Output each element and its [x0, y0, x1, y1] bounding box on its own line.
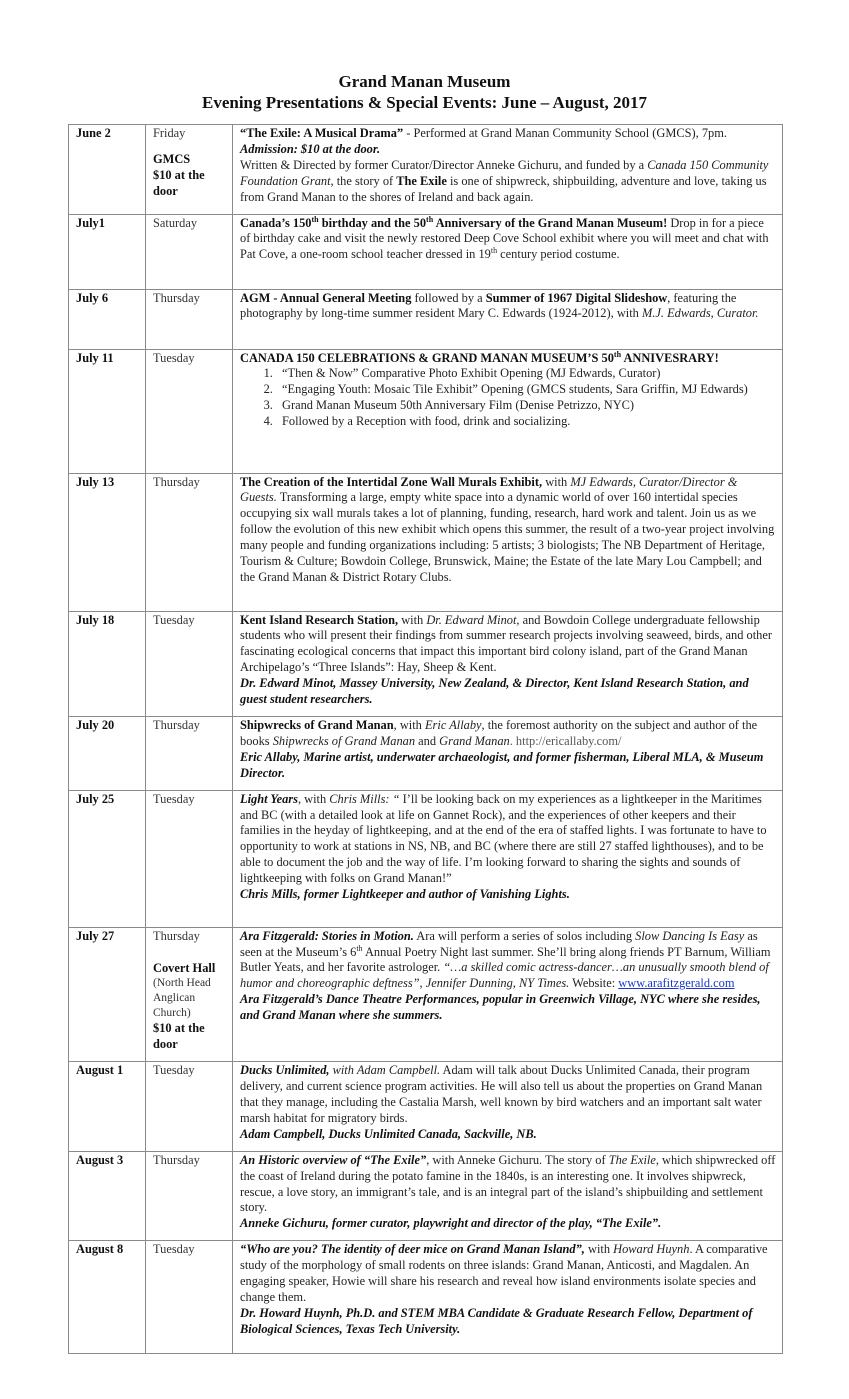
table-row — [69, 611, 783, 716]
event-text: Ara will perform a series of solos including — [413, 928, 636, 943]
event-presenter: M.J. Edwards, Curator. — [641, 306, 759, 321]
list-item: 2. “Engaging Youth: Mosaic Tile Exhibit” Opening (GMCS students, Sara Griffin, MJ Edwards) — [276, 382, 776, 398]
event-text: , the foremost authority on the subject and author of the books — [240, 717, 758, 748]
event-venue: Covert Hall — [153, 960, 216, 975]
event-credit: Chris Mills, former Lightkeeper and author of Vanishing Lights. — [240, 887, 570, 902]
website-label: Website: — [569, 976, 619, 991]
event-description — [233, 1062, 783, 1152]
list-item: 1. “Then & Now” Comparative Photo Exhibit Opening (MJ Edwards, Curator) — [276, 366, 776, 382]
event-title: Canada’s 150th birthday and the 50th Anniversary of the Grand Manan Museum! — [240, 214, 668, 230]
event-price-cont: door — [153, 183, 178, 198]
event-text: I’ll be looking back on my experiences as a lightkeeper in the Maritimes and BC (with a detailed look at life on Gannet Rock), and the experiences of other keepers and their families in the heyday of lightkeeping, and at the end of the era of staffed lights. I was fortunate to have to opportunity to work at stations in NS, NB, and BC (where there are still 27 staffed lighthouses), and to be able to document the job and the way of life. I’m looking forward to sharing the sights and sounds of lightkeeping with folks on Grand Manan!” — [240, 791, 767, 886]
press-quote: “…a skilled comic actress-dancer…an unusually smooth blend of humor and choreographic deftness”, Jennifer Dunning, NY Times. — [240, 960, 769, 991]
event-description: Canada’s 150th birthday and the 50th Anniversary of the Grand Manan Museum! Drop in for a piece of birthday cake and visit the newly restored Deep Cove School exhibit where you will meet and chat with Pat Cove, a one-room school teacher dressed in 19th century period costume. — [233, 214, 783, 289]
table-row — [69, 716, 783, 790]
event-text: , which shipwrecked off the coast of Ireland during the potato famine in the 1840s, is an interesting one. It involves shipwreck, rescue, a love story, an immigrant’s tale, and is an integral part of the island’s shipbuilding and settlement story. — [240, 1152, 776, 1215]
event-description — [233, 790, 783, 927]
event-title: Shipwrecks of Grand Manan — [240, 717, 394, 732]
dance-title: Slow Dancing Is Easy — [635, 928, 745, 943]
events-table — [68, 124, 783, 1354]
play-name: The Exile — [396, 173, 447, 188]
event-date: July 18 — [69, 611, 146, 716]
event-title: AGM - Annual General Meeting — [240, 290, 412, 305]
event-text: century period costume. — [497, 247, 620, 262]
event-date: July 13 — [69, 473, 146, 611]
event-title: “The Exile: A Musical Drama” — [240, 126, 404, 140]
play-name: The Exile — [608, 1152, 656, 1167]
event-credit: Eric Allaby, Marine artist, underwater archaeologist, and former fisherman, Liberal MLA, & Museum Director. — [240, 749, 764, 780]
event-text: as seen at the Museum’s 6 — [240, 928, 758, 959]
event-date: July 20 — [69, 716, 146, 790]
event-description — [233, 1241, 783, 1354]
document-header — [0, 72, 849, 113]
event-date: July 27 — [69, 927, 146, 1062]
event-day: Friday — [153, 126, 186, 140]
event-day-cell — [146, 927, 233, 1062]
event-text: , with — [297, 791, 330, 806]
event-presenter: MJ Edwards, Curator/Director & Guests. — [240, 474, 738, 505]
event-title: CANADA 150 CELEBRATIONS & GRAND MANAN MUSEUM’S 50th ANNIVESRARY! — [240, 349, 719, 365]
event-venue-note: (North Head Anglican Church) — [153, 977, 211, 1020]
event-day: Saturday — [146, 214, 233, 289]
event-title: Kent Island Research Station, — [240, 612, 399, 627]
event-title: Light Years — [240, 791, 298, 806]
event-date: July 25 — [69, 790, 146, 927]
event-text: Written & Directed by former Curator/Director Anneke Gichuru, and funded by a — [240, 157, 648, 172]
event-day: Thursday — [146, 1151, 233, 1241]
event-presenter: Dr. Edward Minot — [426, 612, 517, 627]
event-text: with — [329, 1063, 357, 1078]
document-subtitle: Evening Presentations & Special Events: June – August, 2017 — [201, 93, 648, 112]
grant-name: Canada 150 Community Foundation Grant — [240, 157, 769, 188]
event-text: . A comparative study of the morphology of small rodents on three islands: Grand Manan, Anticosti, and Magdalen. An engaging speaker, Howie will share his research and reveal how island environments isolate species and change them. — [240, 1242, 768, 1304]
event-date: June 2 — [69, 125, 146, 215]
event-price: $10 at the — [153, 167, 205, 182]
website-url: . http://ericallaby.com/ — [509, 733, 622, 748]
website-link[interactable]: www.arafitzgerald.com — [618, 976, 735, 991]
event-day: Thursday — [146, 473, 233, 611]
event-description — [233, 125, 783, 215]
table-row — [69, 1241, 783, 1354]
event-description — [233, 611, 783, 716]
book-title: Shipwrecks of Grand Manan — [272, 733, 416, 748]
event-presenter: Adam Campbell. — [356, 1063, 441, 1078]
event-title: “Who are you? The identity of deer mice on Grand Manan Island”, — [240, 1242, 585, 1257]
event-description — [233, 349, 783, 473]
event-title: Ara Fitzgerald: Stories in Motion. — [240, 928, 414, 943]
event-text: with — [584, 1242, 614, 1257]
event-day: Tuesday — [146, 1062, 233, 1152]
event-subtitle: Summer of 1967 Digital Slideshow — [485, 290, 668, 305]
event-credit: Dr. Howard Huynh, Ph.D. and STEM MBA Candidate & Graduate Research Fellow, Department of Biological Sciences, Texas Tech University. — [240, 1305, 753, 1336]
table-row — [69, 473, 783, 611]
event-description — [233, 289, 783, 349]
event-venue: GMCS — [153, 151, 191, 166]
event-text: followed by a — [411, 290, 486, 305]
event-day: Tuesday — [146, 1241, 233, 1354]
event-description — [233, 716, 783, 790]
event-description — [233, 1151, 783, 1241]
event-title: Ducks Unlimited, — [240, 1063, 330, 1078]
event-date: August 3 — [69, 1151, 146, 1241]
event-text: , and Bowdoin College undergraduate fellowship students who will present their findings from summer research projects involving seaweed, birds, and other fascinating ecological concerns that impact this important bird colony island, part of the Grand Manan Archipelago’s “Three Islands”: Hay, Sheep & Kent. — [240, 612, 772, 675]
book-title: Grand Manan — [439, 733, 510, 748]
table-row — [69, 289, 783, 349]
event-day: Thursday — [146, 716, 233, 790]
list-item: 3. Grand Manan Museum 50th Anniversary Film (Denise Petrizzo, NYC) — [276, 398, 776, 414]
event-date: July 11 — [69, 349, 146, 473]
event-text: Transforming a large, empty white space into a dynamic world of over 160 intertidal species occupying six wall murals takes a lot of planning, funding, research, hard work and talent. Join us as we follow the evolution of this new exhibit which opens this summer, the result of a two-year project involving many people and funding organizations including: 5 artists; 3 biologists; The NB Department of Heritage, Tourism & Culture; Bowdoin College, Brunswick, Maine; the Estate of the late Mary Lou Campbell; and the Grand Manan & District Rotary Clubs. — [240, 490, 775, 584]
event-day: Tuesday — [146, 611, 233, 716]
event-credit: Dr. Edward Minot, Massey University, New Zealand, & Director, Kent Island Research Station, and guest student researchers. — [240, 676, 749, 707]
event-day: Tuesday — [146, 349, 233, 473]
document-title: Grand Manan Museum — [338, 72, 511, 91]
event-presenter: Howard Huynh — [613, 1242, 690, 1257]
event-program-list — [240, 366, 776, 430]
event-text: and — [415, 733, 440, 748]
table-row — [69, 790, 783, 927]
event-presenter: Eric Allaby — [424, 717, 482, 732]
list-item: 4. Followed by a Reception with food, drink and socializing. — [276, 414, 776, 430]
event-day-cell — [146, 125, 233, 215]
event-date: July1 — [69, 214, 146, 289]
event-text: Drop in for a piece of birthday cake and visit the newly restored Deep Cove School exhibit where you will meet and chat with Pat Cove, a one-room school teacher dressed in 19 — [240, 215, 769, 262]
event-admission: Admission: $10 at the door. — [240, 141, 381, 156]
table-row — [69, 927, 783, 1062]
event-day: Thursday — [146, 289, 233, 349]
event-date: August 1 — [69, 1062, 146, 1152]
event-price: $10 at the — [153, 1021, 205, 1036]
event-text: with — [542, 474, 571, 489]
event-title: An Historic overview of “The Exile” — [240, 1152, 427, 1167]
event-date: July 6 — [69, 289, 146, 349]
event-title: The Creation of the Intertidal Zone Wall Murals Exhibit, — [240, 474, 543, 489]
table-row — [69, 214, 783, 289]
event-text: , with Anneke Gichuru. The story of — [426, 1152, 609, 1167]
table-row — [69, 349, 783, 473]
event-text: Adam will talk about Ducks Unlimited Canada, their program delivery, and current science program activities. He will also tell us about the properties on Grand Manan that they manage, including the Castalia Marsh, well known by bird watchers and an important salt water marsh habitat for migratory birds. — [240, 1063, 763, 1125]
event-credit: Ara Fitzgerald’s Dance Theatre Performances, popular in Greenwich Village, NYC where she resides, and Grand Manan where she summers. — [240, 992, 761, 1023]
event-price-cont: door — [153, 1037, 178, 1052]
event-description: Ara Fitzgerald: Stories in Motion. Ara will perform a series of solos including Slow Dancing Is Easy as seen at the Museum’s 6th Annual Poetry Night last summer. She’ll bring along friends PT Barnum, William Butler Yeats, and her favorite astrologer. “…a skilled comic actress-dancer…an unusually smooth blend of humor and choreographic deftness”, Jennifer Dunning, NY Times. Website: www.arafitzgerald.com Ara Fitzgerald’s Dance Theatre Performances, popular in Greenwich Village, NYC where she resides, and Grand Manan where she summers. — [233, 927, 783, 1062]
table-row — [69, 1062, 783, 1152]
event-date: August 8 — [69, 1241, 146, 1354]
event-presenter: Chris Mills — [329, 791, 386, 806]
event-text: , the story of — [330, 173, 397, 188]
table-row — [69, 125, 783, 215]
event-day: Tuesday — [146, 790, 233, 927]
event-credit: Anneke Gichuru, former curator, playwright and director of the play, “The Exile”. — [240, 1216, 662, 1231]
event-day: Thursday — [153, 928, 200, 943]
event-text: with — [398, 612, 427, 627]
event-text: , with — [393, 717, 425, 732]
event-text: Annual Poetry Night last summer. She’ll bring along friends PT Barnum, William Butler Yeats, and her favorite astrologer. — [240, 944, 771, 975]
table-row — [69, 1151, 783, 1241]
event-text: is one of shipwreck, shipbuilding, adventure and love, taking us from Grand Manan to the shores of Ireland and back again. — [240, 173, 767, 204]
event-text: - Performed at Grand Manan Community School (GMCS), 7pm. — [403, 126, 727, 140]
event-description — [233, 473, 783, 611]
event-text: , featuring the photography by long-time summer resident Mary C. Edwards (1924-2012), with — [240, 290, 737, 321]
event-credit: Adam Campbell, Ducks Unlimited Canada, Sackville, NB. — [240, 1126, 537, 1141]
event-text: : “ — [385, 791, 400, 806]
